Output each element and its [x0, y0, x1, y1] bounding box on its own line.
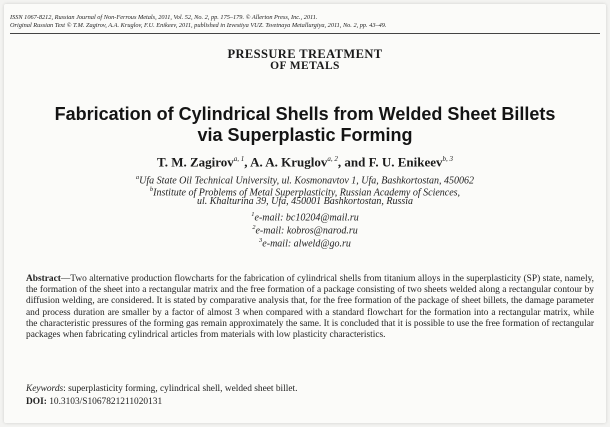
email-text: e-mail: alweld@go.ru: [262, 238, 351, 250]
author-affiliation-mark: a, 1: [233, 155, 245, 163]
article-title-line2: via Superplastic Forming: [197, 125, 413, 145]
author-separator: ,: [244, 154, 251, 170]
email-text: e-mail: bc10204@mail.ru: [254, 212, 359, 224]
affiliation-text: Institute of Problems of Metal Superplasticity, Russian Academy of Sciences,: [153, 187, 461, 199]
header-divider: [10, 33, 600, 34]
affiliation-text: ul. Khalturina 39, Ufa, 450001 Bashkortostan, Russia: [196, 196, 414, 207]
author-name: A. A. Kruglov: [250, 154, 328, 170]
affiliation-line: [4, 196, 606, 208]
keywords-text: : superplasticity forming, cylindrical shell, welded sheet billet.: [63, 384, 298, 394]
author-affiliation-mark: b, 3: [442, 155, 454, 163]
email-mark: 1: [251, 211, 255, 218]
author-name: T. M. Zagirov: [156, 154, 234, 170]
header-issn-line: ISSN 1067-8212, Russian Journal of Non-Ferrous Metals, 2011, Vol. 52, No. 2, pp. 175–179. © Allerton Press, Inc., 2011.: [10, 14, 318, 21]
affiliation-mark: b: [149, 186, 154, 193]
journal-page: [4, 4, 606, 423]
keywords-label: Keywords: [26, 384, 64, 394]
email-mark: 2: [252, 224, 256, 231]
article-title-line1: Fabrication of Cylindrical Shells from Welded Sheet Billets: [54, 104, 556, 124]
doi-line: [26, 397, 162, 408]
abstract-label: Abstract: [26, 274, 61, 284]
abstract-dash: —: [60, 274, 71, 284]
abstract-text: Two alternative production flowcharts for the fabrication of cylindrical shells from titanium alloys in the superplasticity (SP) state, namely, the formation of the sheet into a rectangular matrix and the free formation of a package consisting of two sheets welded along a rectangular contour by diffusion welding, are considered. It is stated by comparative analysis that, for the free formation of the package of sheet billets, the damage parameter and process duration are smaller by a factor of almost 3 when compared with a standard flowchart for the formation into a rectangular matrix, while the characteristic pressures of the forming gas remain approximately the same. It is concluded that it is possible to use the free formation of rectangular packages when fabricating cylindrical articles from materials with low plasticity characteristics.: [26, 274, 594, 341]
email-line: [4, 235, 606, 250]
journal-header: [10, 14, 600, 30]
doi-label: DOI:: [26, 397, 47, 407]
author-list: [4, 152, 606, 169]
email-text: e-mail: kobros@narod.ru: [255, 225, 358, 237]
affiliation-text: Ufa State Oil Technical University, ul. Kosmonavtov 1, Ufa, Bashkortostan, 450062: [139, 175, 475, 187]
section-heading-line1: PRESSURE TREATMENT: [227, 47, 383, 61]
email-mark: 3: [259, 237, 263, 244]
keywords-line: [26, 384, 297, 395]
doi-value: 10.3103/S1067821211020131: [46, 397, 163, 407]
author-separator: , and: [337, 154, 369, 170]
author-name: F. U. Enikeev: [368, 154, 443, 170]
section-heading-line2: OF METALS: [270, 60, 340, 72]
header-original-line: Original Russian Text © T.M. Zagirov, A.A. Kruglov, F.U. Enikeev, 2011, published in Izvestiya VUZ. Tsvetnaya Metallurgiya, 2011, No. 2, pp. 43–49.: [10, 22, 387, 29]
affiliation-mark: a: [135, 174, 140, 181]
abstract-paragraph: [26, 274, 594, 341]
author-affiliation-mark: a, 2: [327, 155, 338, 163]
